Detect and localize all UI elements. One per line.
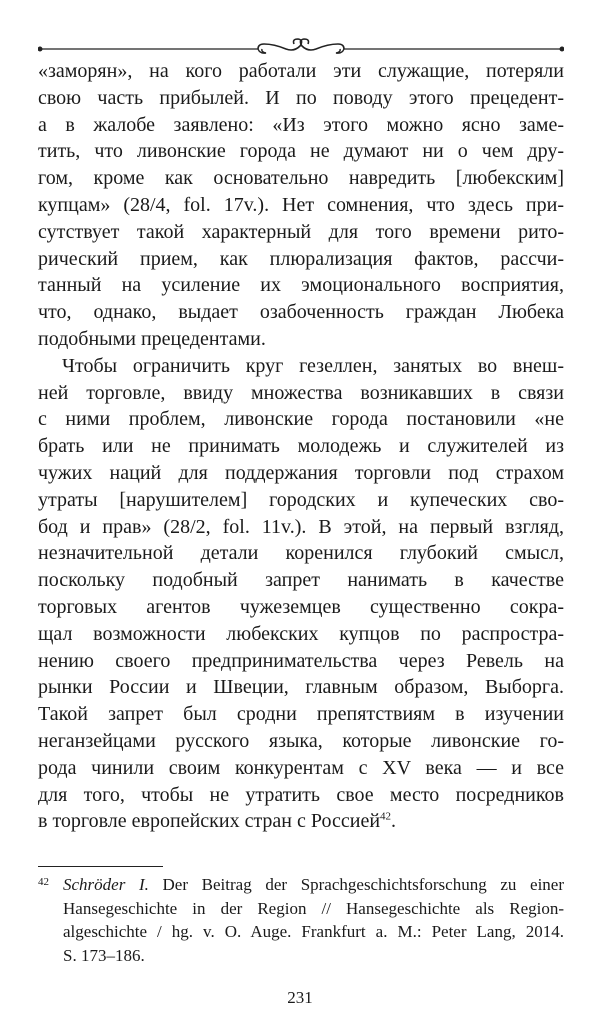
paragraph-2 bbox=[38, 353, 564, 835]
footnote-line: algeschichte / hg. v. O. Auge. Frankfurt a. M.: Peter Lang, 2014. bbox=[63, 922, 564, 941]
text-line bbox=[38, 219, 564, 246]
text-line bbox=[38, 138, 564, 165]
text-line-content: поскольку подобный запрет нанимать в качестве bbox=[38, 569, 564, 592]
text-line bbox=[38, 406, 564, 433]
text-line-content: в торговле европейских стран с Россией bbox=[38, 810, 381, 833]
text-line bbox=[38, 299, 564, 326]
text-line bbox=[38, 326, 564, 353]
footnote bbox=[38, 873, 564, 967]
body-text bbox=[38, 58, 564, 835]
footnote-line: S. 173–186. bbox=[63, 945, 145, 965]
text-line bbox=[38, 487, 564, 514]
text-line-content: рический прием, как плюрализация фактов, рассчи- bbox=[38, 247, 564, 270]
paragraph-1 bbox=[38, 58, 564, 353]
text-line-content: щал возможности любекских купцов по распростра- bbox=[38, 622, 564, 645]
text-line-content: свою часть прибылей. И по поводу этого прецедент- bbox=[38, 86, 564, 109]
text-line-content: рынки России и Швеции, главным образом, Выборга. bbox=[38, 676, 564, 699]
footnote-line: Hansegeschichte in der Region // Hansegeschichte als Region- bbox=[63, 898, 564, 918]
page-number: 231 bbox=[287, 988, 313, 1007]
text-line-content: утраты [нарушителем] городских и купеческих сво- bbox=[38, 488, 564, 511]
text-line-content: Чтобы ограничить круг гезеллен, занятых во внеш- bbox=[62, 354, 564, 377]
text-line-content: гом, кроме как основательно навредить [любекским] bbox=[38, 167, 564, 190]
text-line-content: а в жалобе заявлено: «Из этого можно ясно заме- bbox=[38, 113, 564, 136]
text-line-content: бод и прав» (28/2, fol. 11v.). В этой, на первый взгляд, bbox=[38, 515, 564, 538]
text-line bbox=[38, 755, 564, 782]
text-line-content: подобными прецедентами. bbox=[38, 327, 266, 350]
text-line-content: тить, что ливонские города не думают ни о чем дру- bbox=[38, 140, 564, 163]
text-line bbox=[38, 701, 564, 728]
text-line bbox=[38, 433, 564, 460]
text-line: в торговле европейских стран с Россией$^{42}$. bbox=[38, 810, 397, 833]
text-line-content: что, однако, выдает озабоченность граждан Любека bbox=[38, 301, 564, 324]
text-line bbox=[38, 165, 564, 192]
text-line bbox=[38, 192, 564, 219]
footnote-number: 42 bbox=[38, 876, 49, 888]
text-line-content: рода чинили своим конкурентам с XV века — и все bbox=[38, 756, 564, 779]
text-line bbox=[38, 567, 564, 594]
text-line-content: «заморян», на кого работали эти служащие, потеряли bbox=[38, 60, 564, 82]
text-line-content: неганзейцами русского языка, которые ливонские го- bbox=[38, 729, 564, 752]
text-line-content: купцам» (28/4, fol. 17v.). Нет сомнения, что здесь при- bbox=[38, 193, 564, 216]
text-line-content: ней торговле, ввиду множества возникавших в связи bbox=[38, 381, 564, 404]
text-line bbox=[38, 728, 564, 755]
text-line bbox=[38, 58, 564, 85]
text-line-content: торговых агентов чужеземцев существенно сокра- bbox=[38, 595, 564, 618]
text-line bbox=[38, 272, 564, 299]
text-line bbox=[38, 674, 564, 701]
text-line-content: чужих наций для поддержания торговли под страхом bbox=[38, 461, 564, 484]
text-line bbox=[38, 112, 564, 139]
text-line bbox=[38, 540, 564, 567]
text-line-content: для того, чтобы не утратить свое место посредников bbox=[38, 783, 564, 806]
text-line bbox=[38, 514, 564, 541]
text-line-content: сутствует такой характерный для того времени рито- bbox=[38, 220, 564, 243]
text-line-content: брать или не принимать молодежь и служителей из bbox=[38, 435, 564, 458]
footnote-author: Schröder I. bbox=[63, 875, 149, 894]
text-line bbox=[38, 782, 564, 809]
text-line bbox=[38, 85, 564, 112]
text-line bbox=[38, 380, 564, 407]
text-line bbox=[38, 648, 564, 675]
text-line-content: с ними проблем, ливонские города постановили «не bbox=[38, 408, 564, 431]
header-ornament-rule bbox=[38, 38, 564, 58]
text-line-content: незначительной детали коренился глубокий смысл, bbox=[38, 542, 564, 565]
footnote-separator bbox=[38, 866, 163, 867]
text-line bbox=[38, 353, 564, 380]
text-line-content: Такой запрет был сродни препятствиям в изучении bbox=[38, 703, 564, 726]
footnote-reference[interactable]: 42 bbox=[380, 810, 392, 823]
text-line bbox=[38, 460, 564, 487]
text-line bbox=[38, 246, 564, 273]
text-line-content: танный на усиление их эмоционального восприятия, bbox=[38, 274, 564, 297]
footnote-line: Der Beitrag der Sprachgeschichtsforschung zu einer bbox=[148, 875, 564, 894]
text-line bbox=[38, 594, 564, 621]
text-line-content: нению своего предпринимательства через Ревель на bbox=[38, 649, 564, 672]
text-line bbox=[38, 621, 564, 648]
